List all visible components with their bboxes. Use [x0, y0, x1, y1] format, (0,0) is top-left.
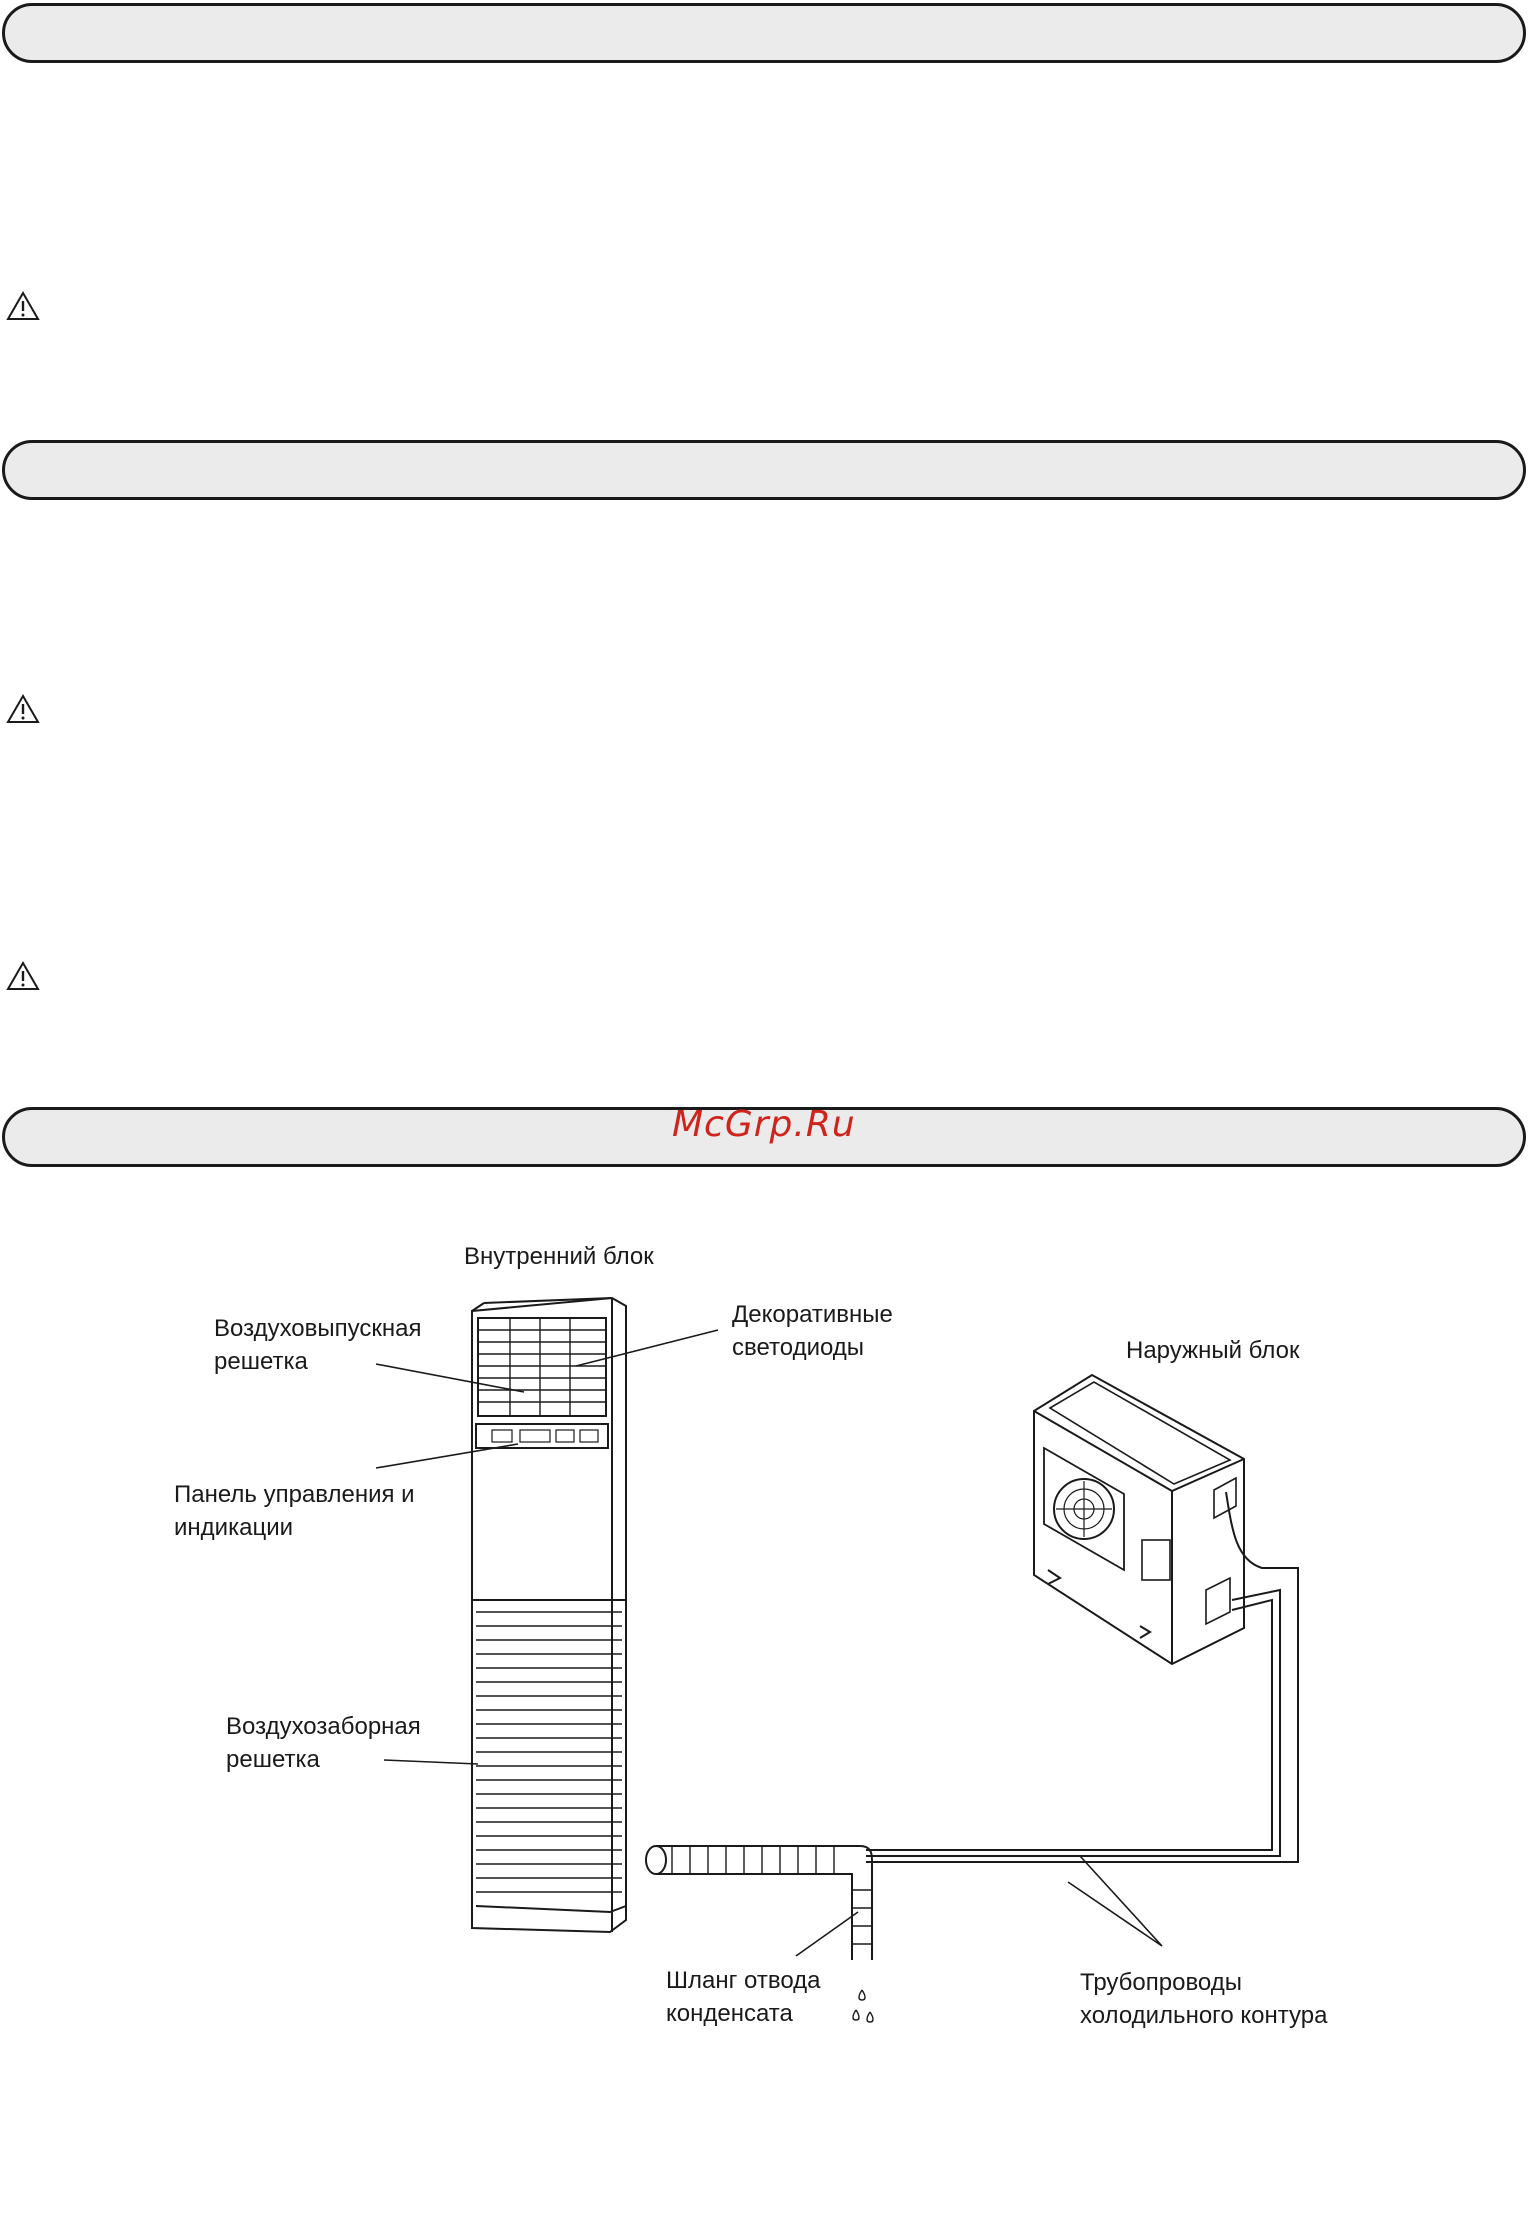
watermark: McGrp.Ru [672, 1104, 856, 1145]
section-header-bar-2 [2, 440, 1526, 500]
label-drain-hose: Шланг отвода конденсата [666, 1967, 821, 2027]
indoor-unit-drawing [472, 1298, 626, 1932]
label-outlet-grille: Воздуховыпускная решетка [214, 1315, 422, 1375]
section-header-bar-1 [2, 3, 1526, 63]
installation-diagram [0, 1180, 1530, 2080]
label-decorative-leds: Декоративные светодиоды [732, 1301, 893, 1361]
warning-triangle-icon [6, 290, 40, 322]
outdoor-unit-drawing [1034, 1375, 1244, 1664]
label-intake-grille: Воздухозаборная решетка [226, 1713, 421, 1773]
label-refrigerant-pipes: Трубопроводы холодильного контура [1080, 1969, 1328, 2029]
warning-triangle-icon [6, 960, 40, 992]
label-outdoor-unit: Наружный блок [1126, 1337, 1300, 1364]
label-indoor-unit: Внутренний блок [464, 1243, 654, 1270]
label-control-panel: Панель управления и индикации [174, 1481, 415, 1541]
warning-triangle-icon [6, 693, 40, 725]
